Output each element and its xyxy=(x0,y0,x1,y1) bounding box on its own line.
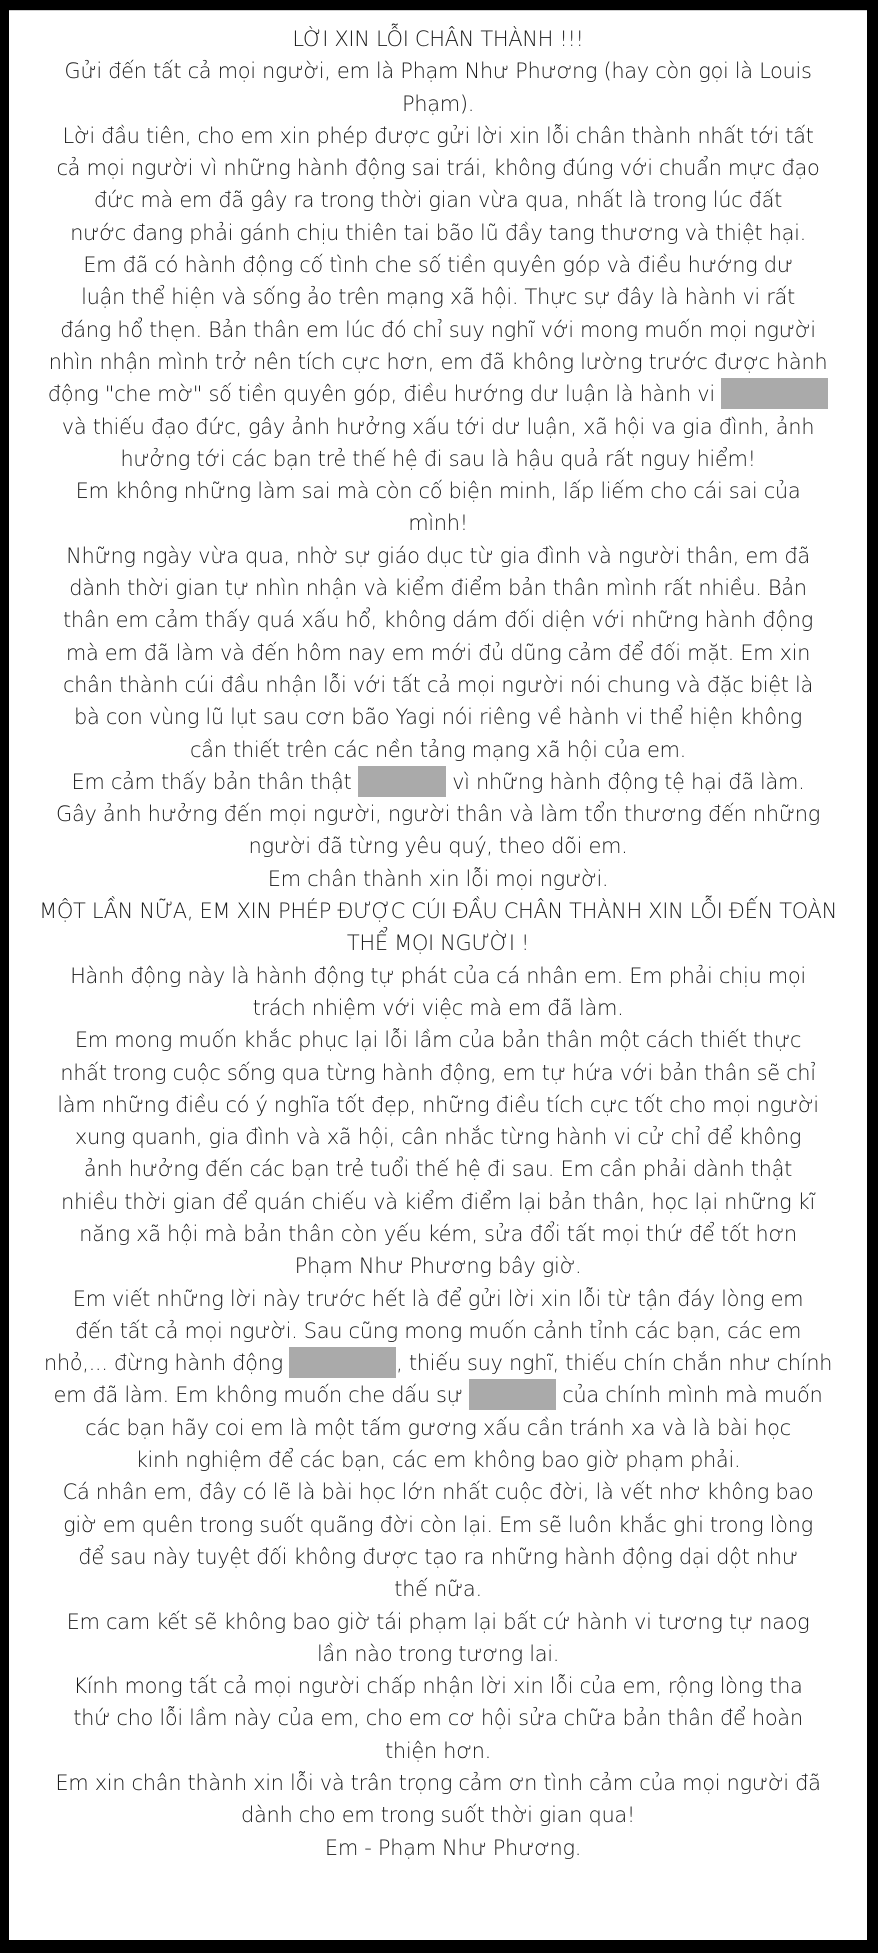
letter-line xyxy=(9,540,867,572)
apology-letter xyxy=(9,10,867,1940)
redaction-box xyxy=(469,1379,556,1410)
letter-line xyxy=(9,1153,867,1185)
line-text: em đã làm. Em không muốn che dấu sự xyxy=(53,1383,469,1408)
letter-line xyxy=(9,1735,867,1767)
line-text: nhất trong cuộc sống qua từng hành động, em tự hứa với bản thân sẽ chỉ xyxy=(60,1060,816,1085)
letter-line xyxy=(9,346,867,378)
letter-line xyxy=(9,1250,867,1282)
letter-line xyxy=(9,863,867,895)
line-text: cần thiết trên các nền tảng mạng xã hội của em. xyxy=(189,737,686,762)
letter-line xyxy=(9,1541,867,1573)
line-text: MỘT LẦN NỮA, EM XIN PHÉP ĐƯỢC CÚI ĐẦU CHÂN THÀNH XIN LỖI ĐẾN TOÀN xyxy=(39,899,837,924)
line-text: Hành động này là hành động tự phát của cá nhân em. Em phải chịu mọi xyxy=(70,963,806,988)
letter-line xyxy=(9,1347,867,1379)
line-text: Em cảm thấy bản thân thật xyxy=(71,769,358,794)
line-text: năng xã hội mà bản thân còn yếu kém, sửa đổi tất mọi thứ để tốt hơn xyxy=(79,1221,797,1246)
letter-line xyxy=(9,1315,867,1347)
letter-line xyxy=(9,1573,867,1605)
line-text: làm những điều có ý nghĩa tốt đẹp, những điều tích cực tốt cho mọi người xyxy=(57,1092,819,1117)
line-text: Em xin chân thành xin lỗi và trân trọng cảm ơn tình cảm của mọi người đã xyxy=(55,1771,821,1796)
line-text: đức mà em đã gây ra trong thời gian vừa qua, nhất là trong lúc đất xyxy=(93,188,783,213)
line-text: Gây ảnh hưởng đến mọi người, người thân và làm tổn thương đến những xyxy=(56,802,820,827)
letter-line xyxy=(9,411,867,443)
line-text: của chính mình mà muốn xyxy=(555,1383,823,1408)
line-text: kinh nghiệm để các bạn, các em không bao giờ phạm phải. xyxy=(135,1448,741,1473)
letter-line xyxy=(9,152,867,184)
letter-line xyxy=(9,992,867,1024)
letter-line xyxy=(9,669,867,701)
line-text: Cá nhân em, đây có lẽ là bài học lớn nhất cuộc đời, là vết nhơ không bao xyxy=(62,1480,814,1505)
line-text: trách nhiệm với việc mà em đã làm. xyxy=(252,995,624,1020)
line-text: LỜI XIN LỖI CHÂN THÀNH !!! xyxy=(292,27,584,51)
line-text: , thiếu suy nghĩ, thiếu chín chắn như chính xyxy=(396,1351,833,1376)
line-text: luận thể hiện và sống ảo trên mạng xã hội. Thực sự đây là hành vi rất xyxy=(81,285,795,310)
letter-line xyxy=(9,88,867,120)
line-text: các bạn hãy coi em là một tấm gương xấu cần tránh xa và là bài học xyxy=(85,1415,791,1440)
line-text: cả mọi người vì những hành động sai trái, không đúng với chuẩn mực đạo xyxy=(56,156,820,181)
line-text: vì những hành động tệ hại đã làm. xyxy=(445,769,805,794)
line-text: và thiếu đạo đức, gây ảnh hưởng xấu tới dư luận, xã hội va gia đình, ảnh xyxy=(61,414,815,439)
letter-line xyxy=(9,1379,867,1411)
signature: Em - Phạm Như Phương. xyxy=(324,1835,582,1860)
redaction-box xyxy=(358,766,446,797)
letter-line xyxy=(9,443,867,475)
letter-line xyxy=(9,1186,867,1218)
letter-line xyxy=(9,1476,867,1508)
line-text: đến tất cả mọi người. Sau cũng mong muốn cảnh tỉnh các bạn, các em xyxy=(74,1318,802,1343)
letter-line xyxy=(9,1218,867,1250)
line-text: chân thành cúi đầu nhận lỗi với tất cả mọi người nói chung và đặc biệt là xyxy=(62,672,813,697)
letter-line xyxy=(9,184,867,216)
line-text: nhìn nhận mình trở nên tích cực hơn, em đã không lường trước được hành xyxy=(48,349,828,374)
letter-line xyxy=(9,249,867,281)
letter-line xyxy=(9,1283,867,1315)
line-text: Gửi đến tất cả mọi người, em là Phạm Như Phương (hay còn gọi là Louis xyxy=(64,59,812,84)
line-text: Em không những làm sai mà còn cố biện minh, lấp liếm cho cái sai của xyxy=(75,479,801,504)
line-text: Em viết những lời này trước hết là để gửi lời xin lỗi từ tận đáy lòng em xyxy=(72,1286,804,1311)
line-text: Em mong muốn khắc phục lại lỗi lầm của bản thân một cách thiết thực xyxy=(74,1028,802,1053)
letter-line xyxy=(9,1089,867,1121)
line-text: ảnh hưởng đến các bạn trẻ tuổi thế hệ đi sau. Em cần phải dành thật xyxy=(83,1157,793,1182)
letter-line xyxy=(9,1799,867,1831)
line-text: xung quanh, gia đình và xã hội, cân nhắc từng hành vi cử chỉ để không xyxy=(74,1125,802,1150)
redaction-box xyxy=(289,1347,396,1378)
letter-line xyxy=(9,1670,867,1702)
line-text: Phạm). xyxy=(401,91,475,116)
letter-line xyxy=(9,1024,867,1056)
line-text: lần nào trong tương lai. xyxy=(316,1641,560,1666)
letter-line xyxy=(9,734,867,766)
letter-line xyxy=(9,572,867,604)
line-text: người đã từng yêu quý, theo dõi em. xyxy=(248,834,628,859)
line-text: THỂ MỌI NGƯỜI ! xyxy=(346,931,530,956)
line-text: Những ngày vừa qua, nhờ sự giáo dục từ gia đình và người thân, em đã xyxy=(66,543,810,568)
letter-line xyxy=(9,1509,867,1541)
letter-line xyxy=(9,895,867,927)
letter-line xyxy=(9,1702,867,1734)
line-text: mình! xyxy=(408,511,468,536)
letter-line xyxy=(9,1606,867,1638)
letter-line xyxy=(9,314,867,346)
line-text: Lời đầu tiên, cho em xin phép được gửi lời xin lỗi chân thành nhất tới tất xyxy=(62,123,814,148)
line-text: dành thời gian tự nhìn nhận và kiểm điểm bản thân mình rất nhiều. Bản xyxy=(69,576,807,601)
line-text: giờ em quên trong suốt quãng đời còn lại. Em sẽ luôn khắc ghi trong lòng xyxy=(63,1512,813,1537)
letter-line xyxy=(9,1638,867,1670)
line-text: Em cam kết sẽ không bao giờ tái phạm lại bất cứ hành vi tương tự naog xyxy=(66,1609,810,1634)
letter-line xyxy=(9,1767,867,1799)
letter-line xyxy=(9,217,867,249)
line-text: nhỏ,... đừng hành động xyxy=(43,1351,290,1376)
line-text: thiện hơn. xyxy=(385,1738,491,1763)
line-text: bà con vùng lũ lụt sau cơn bão Yagi nói riêng về hành vi thể hiện không xyxy=(74,705,802,730)
letter-line xyxy=(9,960,867,992)
letter-line xyxy=(9,475,867,507)
line-text: thế nữa. xyxy=(394,1577,482,1602)
letter-line xyxy=(9,281,867,313)
line-text: Phạm Như Phương bây giờ. xyxy=(294,1254,582,1279)
line-text: đáng hổ thẹn. Bản thân em lúc đó chỉ suy nghĩ với mong muốn mọi người xyxy=(60,317,816,342)
line-text: dành cho em trong suốt thời gian qua! xyxy=(241,1803,635,1828)
letter-line xyxy=(9,766,867,798)
line-text: để sau này tuyệt đối không được tạo ra những hành động dại dột như xyxy=(78,1544,798,1569)
letter-line xyxy=(9,830,867,862)
letter-line xyxy=(9,1121,867,1153)
line-text: nước đang phải gánh chịu thiên tai bão lũ đầy tang thương và thiệt hại. xyxy=(70,220,806,245)
letter-line xyxy=(9,701,867,733)
letter-line xyxy=(9,378,867,410)
letter-line xyxy=(9,927,867,959)
letter-line xyxy=(9,1057,867,1089)
line-text: Em chân thành xin lỗi mọi người. xyxy=(267,866,609,891)
letter-body xyxy=(9,23,867,1864)
letter-line xyxy=(9,507,867,539)
line-text: hưởng tới các bạn trẻ thế hệ đi sau là hậu quả rất nguy hiểm! xyxy=(120,446,756,471)
line-text: Kính mong tất cả mọi người chấp nhận lời xin lỗi của em, rộng lòng tha xyxy=(73,1674,803,1699)
letter-line xyxy=(9,1412,867,1444)
letter-line xyxy=(9,55,867,87)
redaction-box xyxy=(721,378,828,409)
line-text: thân em cảm thấy quá xấu hổ, không dám đối diện với những hành động xyxy=(63,608,813,633)
line-text: thứ cho lỗi lầm này của em, cho em cơ hội sửa chữa bản thân để hoàn xyxy=(73,1706,803,1731)
letter-line xyxy=(9,1444,867,1476)
letter-title xyxy=(9,23,867,55)
letter-line xyxy=(9,637,867,669)
line-text: Em đã có hành động cố tình che số tiền quyên góp và điều hướng dư xyxy=(83,253,793,278)
letter-line xyxy=(9,120,867,152)
letter-line xyxy=(9,798,867,830)
line-text: mà em đã làm và đến hôm nay em mới đủ dũng cảm để đối mặt. Em xin xyxy=(65,640,811,665)
line-text: nhiều thời gian để quán chiếu và kiểm điểm lại bản thân, học lại những kĩ xyxy=(61,1189,815,1214)
letter-line xyxy=(9,604,867,636)
line-text: động "che mờ" số tiền quyên góp, điều hướng dư luận là hành vi xyxy=(47,382,722,407)
